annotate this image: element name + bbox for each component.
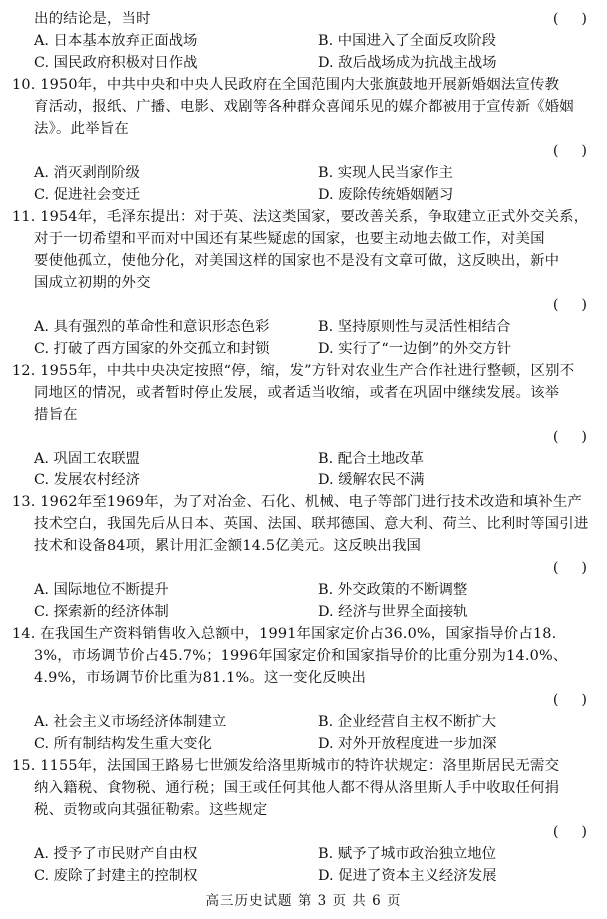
option-c: C. 所有制结构发生重大变化 — [34, 736, 212, 753]
option-a: A. 社会主义市场经济体制建立 — [34, 714, 227, 731]
option-b: B. 外交政策的不断调整 — [318, 582, 468, 599]
option-c: C. 废除了封建主的控制权 — [34, 868, 198, 885]
answer-bracket: ( ) — [552, 428, 587, 445]
option-d: D. 敌后战场成为抗战主战场 — [318, 54, 497, 71]
option-a: A. 日本基本放弃正面战场 — [34, 32, 198, 49]
option-b: B. 中国进入了全面反攻阶段 — [318, 32, 497, 49]
question-stem-line: 11. 1954年，毛泽东提出：对于英、法这类国家，要改善关系，争取建立正式外交关系， — [12, 208, 589, 225]
option-b: B. 坚持原则性与灵活性相结合 — [318, 318, 511, 335]
option-a: A. 授予了市民财产自由权 — [34, 846, 198, 863]
answer-bracket: ( ) — [552, 11, 587, 27]
answer-bracket: ( ) — [552, 560, 587, 577]
option-d: D. 缓解农民不满 — [318, 472, 425, 489]
question-stem-line: 纳入籍税、食物税、通行税；国王或任何其他人都不得从洛里斯人手中收取任何捐 — [34, 780, 560, 797]
question-stem-line: 要使他孤立，使他分化，对美国这样的国家也不是没有文章可做，这反映出，新中 — [34, 252, 560, 269]
option-d: D. 对外开放程度进一步加深 — [318, 736, 497, 753]
question-stem-line: 国成立初期的外交 — [34, 274, 151, 291]
question-stem-line: 13. 1962年至1969年，为了对冶金、石化、机械、电子等部门进行技术改造和填补生产 — [12, 494, 583, 511]
question-stem-line: 15. 1155年，法国国王路易七世颁发给洛里斯城市的特许状规定：洛里斯居民无需交 — [12, 758, 560, 775]
question-stem-line: 技术空白，我国先后从日本、英国、法国、联邦德国、意大利、荷兰、比利时等国引进 — [34, 516, 589, 533]
option-b: B. 配合土地改革 — [318, 450, 425, 467]
option-a: A. 巩固工农联盟 — [34, 450, 140, 467]
question-stem-line: 法》。此举旨在 — [34, 120, 129, 137]
option-a: A. 消灭剥削阶级 — [34, 164, 140, 181]
answer-bracket: ( ) — [552, 824, 587, 841]
option-a: A. 国际地位不断提升 — [34, 582, 169, 599]
option-a: A. 具有强烈的革命性和意识形态色彩 — [34, 318, 270, 335]
option-b: B. 赋予了城市政治独立地位 — [318, 846, 497, 863]
question-stem-line: 12. 1955年，中共中央决定按照“停，缩，发”方针对农业生产合作社进行整顿，区别不 — [12, 362, 575, 379]
page-footer: 高三历史试题 第 3 页 共 6 页 — [205, 893, 402, 909]
option-b: B. 企业经营自主权不断扩大 — [318, 714, 497, 731]
question-stem-line: 育活动，报纸、广播、电影、戏剧等各种群众喜闻乐见的媒介都被用于宣传新《婚姻 — [34, 98, 574, 115]
question-stem-line: 出的结论是，当时 — [34, 11, 151, 27]
option-c: C. 国民政府积极对日作战 — [34, 54, 198, 71]
answer-bracket: ( ) — [552, 142, 587, 159]
option-b: B. 实现人民当家作主 — [318, 164, 453, 181]
option-d: D. 废除传统婚姻陋习 — [318, 186, 454, 203]
answer-bracket: ( ) — [552, 692, 587, 709]
option-c: C. 打破了西方国家的外交孤立和封锁 — [34, 340, 270, 357]
option-c: C. 探索新的经济体制 — [34, 604, 169, 621]
question-stem-line: 14. 在我国生产资料销售收入总额中，1991年国家定价占36.0%，国家指导价占18. — [12, 626, 557, 643]
option-d: D. 实行了“一边倒”的外交方针 — [318, 340, 512, 357]
option-d: D. 促进了资本主义经济发展 — [318, 868, 497, 885]
question-stem-line: 4.9%，市场调节价比重为81.1%。这一变化反映出 — [34, 670, 367, 687]
question-stem-line: 措旨在 — [34, 406, 78, 423]
option-c: C. 发展农村经济 — [34, 472, 140, 489]
question-stem-line: 技术和设备84项，累计用汇金额14.5亿美元。这反映出我国 — [34, 538, 422, 555]
option-c: C. 促进社会变迁 — [34, 186, 140, 203]
question-stem-line: 3%，市场调节价占45.7%；1996年国家定价和国家指导价的比重分别为14.0%、 — [34, 648, 568, 665]
option-d: D. 经济与世界全面接轨 — [318, 604, 468, 621]
question-stem-line: 同地区的情况，或者暂时停止发展，或者适当收缩，或者在巩固中继续发展。该举 — [34, 384, 560, 401]
question-stem-line: 税、贡物或向其强征勒索。这些规定 — [34, 802, 268, 819]
question-stem-line: 对于一切希望和平而对中国还有某些疑虑的国家，也要主动地去做工作，对美国 — [34, 230, 545, 247]
answer-bracket: ( ) — [552, 296, 587, 313]
question-stem-line: 10. 1950年，中共中央和中央人民政府在全国范围内大张旗鼓地开展新婚姻法宣传教 — [12, 76, 560, 93]
